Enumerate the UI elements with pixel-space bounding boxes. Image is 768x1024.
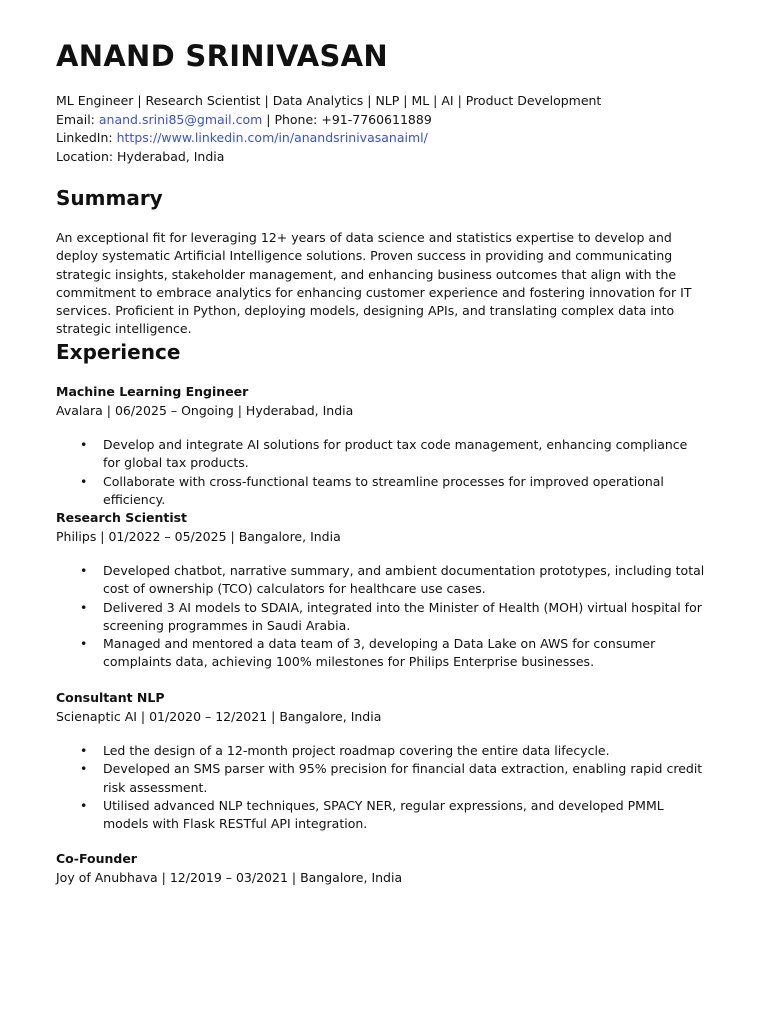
linkedin-label: LinkedIn: bbox=[56, 130, 113, 145]
bullet-dot-icon: • bbox=[80, 761, 88, 777]
bullet-dot-icon: • bbox=[80, 563, 88, 578]
bullet-item: • Delivered 3 AI models to SDAIA, integrated into the Minister of Health (MOH) virtual hospital for screening programmes in Saudi Arabia. bbox=[80, 599, 702, 633]
bullet-item: • Utilised advanced NLP techniques, SPACY NER, regular expressions, and developed PMML models with Flask RESTful API integration. bbox=[80, 797, 664, 832]
bullet-dot-icon: • bbox=[80, 473, 88, 489]
summary-heading: Summary bbox=[56, 186, 163, 210]
linkedin-line bbox=[56, 129, 716, 148]
job-entry-scienaptic bbox=[56, 689, 716, 833]
bullet-dot-icon: • bbox=[80, 743, 88, 758]
bullet-dot-icon: • bbox=[80, 636, 88, 652]
candidate-name: ANAND SRINIVASAN bbox=[56, 39, 388, 73]
bullet-item: • Develop and integrate AI solutions for product tax code management, enhancing compliance for global tax products. bbox=[80, 437, 688, 471]
bullet-item: • Led the design of a 12-month project roadmap covering the entire data lifecycle. bbox=[56, 742, 708, 760]
experience-heading: Experience bbox=[56, 340, 181, 364]
bullet-dot-icon: • bbox=[80, 599, 88, 615]
job-meta: Joy of Anubhava | 12/2019 – 03/2021 | Bangalore, India bbox=[56, 869, 403, 885]
job-entry-philips bbox=[56, 509, 716, 672]
email-label: Email: bbox=[56, 111, 95, 127]
job-title: Research Scientist bbox=[56, 510, 188, 525]
job-title: Co-Founder bbox=[56, 851, 137, 866]
job-entry-joy-of-anubhava bbox=[56, 850, 716, 887]
bullet-item: • Managed and mentored a data team of 3, developing a Data Lake on AWS for consumer complaints data, achieving 100% milestones for Philips Enterprise businesses. bbox=[80, 636, 656, 670]
summary-text: An exceptional fit for leveraging 12+ years of data science and statistics expertise to develop and deploy systematic Artificial Intelligence solutions. Proven success in providing and communicating strategic insights, stakeholder management, and enhancing business outcomes that align with the commitment to embrace analytics for enhancing customer experience and fostering innovation for IT services. Proficient in Python, deploying models, designing APIs, and translating complex data into strategic intelligence. bbox=[56, 230, 692, 337]
job-meta: Scienaptic AI | 01/2020 – 12/2021 | Bangalore, India bbox=[56, 708, 382, 724]
bullet-item: • Developed an SMS parser with 95% precision for financial data extraction, enabling rapid credit risk assessment. bbox=[80, 761, 703, 795]
job-bullets bbox=[56, 562, 716, 672]
bullet-item: • Developed chatbot, narrative summary, and ambient documentation prototypes, including total cost of ownership (TCO) calculators for healthcare use cases. bbox=[80, 563, 705, 597]
job-bullets bbox=[56, 742, 716, 833]
location-text: Location: Hyderabad, India bbox=[56, 148, 225, 164]
job-entry-avalara bbox=[56, 383, 716, 509]
job-title: Machine Learning Engineer bbox=[56, 384, 249, 399]
email-link[interactable]: anand.srini85@gmail.com bbox=[98, 111, 263, 127]
bullet-item: • Collaborate with cross-functional teams to streamline processes for improved operational efficiency. bbox=[80, 473, 664, 507]
bullet-dot-icon: • bbox=[80, 437, 88, 452]
job-meta: Philips | 01/2022 – 05/2025 | Bangalore, India bbox=[56, 528, 341, 544]
bullet-dot-icon: • bbox=[80, 797, 88, 813]
job-meta: Avalara | 06/2025 – Ongoing | Hyderabad, India bbox=[56, 402, 354, 418]
phone-text: | Phone: +91-7760611889 bbox=[266, 111, 432, 127]
tagline: ML Engineer | Research Scientist | Data Analytics | NLP | ML | AI | Product Development bbox=[56, 93, 602, 108]
contact-block bbox=[56, 92, 716, 166]
email-phone-line bbox=[56, 111, 716, 130]
job-bullets bbox=[56, 436, 716, 509]
job-title: Consultant NLP bbox=[56, 690, 165, 705]
linkedin-link[interactable]: https://www.linkedin.com/in/anandsrinivasanaiml/ bbox=[116, 130, 428, 145]
